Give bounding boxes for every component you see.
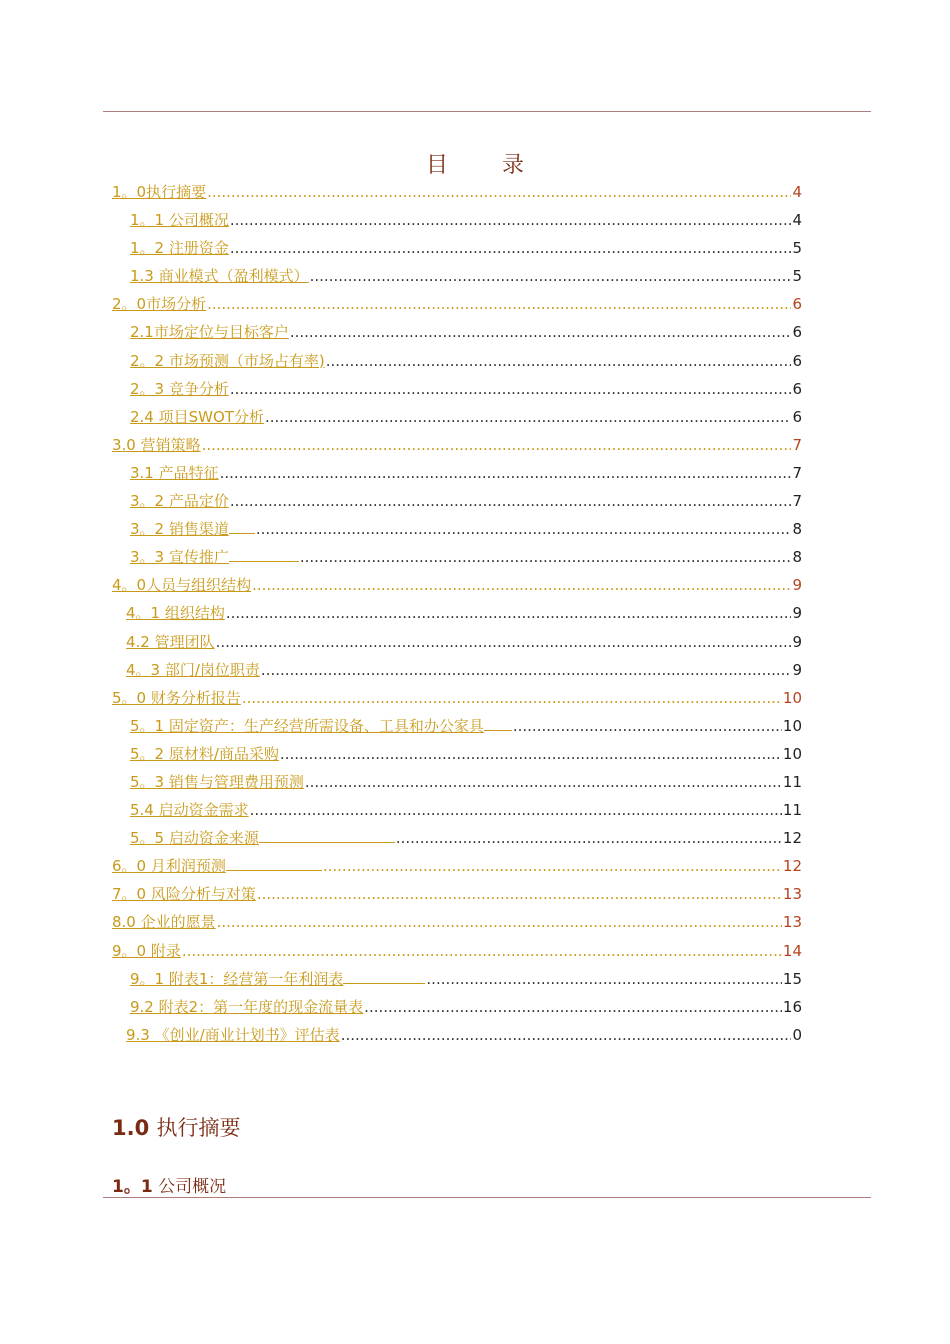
toc-entry[interactable] <box>112 824 802 852</box>
toc-entry-page: 6 <box>792 323 802 342</box>
toc-dot-leader <box>250 796 782 824</box>
toc-entry-underline-tail <box>226 853 322 871</box>
toc-entry-page: 12 <box>782 857 802 876</box>
toc-entry[interactable] <box>112 431 802 459</box>
toc-dot-leader <box>252 571 791 599</box>
toc-entry[interactable] <box>112 262 802 290</box>
toc-entry[interactable] <box>112 347 802 375</box>
section-heading-number: 1.0 <box>112 1116 150 1140</box>
toc-entry-underline-tail <box>343 966 425 984</box>
toc-dot-leader <box>256 515 792 543</box>
toc-entry-page: 10 <box>782 716 802 735</box>
toc-entry[interactable] <box>112 459 802 487</box>
table-of-contents <box>112 178 802 1049</box>
toc-entry-page: 9 <box>792 632 802 651</box>
toc-entry[interactable] <box>112 908 802 936</box>
toc-entry[interactable] <box>112 656 802 684</box>
toc-dot-leader <box>310 262 792 290</box>
toc-entry[interactable] <box>112 880 802 908</box>
toc-entry-label[interactable]: 5。0 财务分析报告 <box>112 688 241 707</box>
toc-entry-page: 16 <box>782 997 802 1016</box>
toc-dot-leader <box>220 459 792 487</box>
toc-entry-page: 13 <box>782 885 802 904</box>
toc-entry[interactable] <box>112 993 802 1021</box>
toc-entry-label[interactable]: 1.3 商业模式（盈利模式） <box>130 267 309 286</box>
toc-dot-leader <box>513 712 782 740</box>
toc-entry-page: 11 <box>782 801 802 820</box>
toc-entry[interactable] <box>112 965 802 993</box>
toc-entry-page: 0 <box>792 1025 802 1044</box>
toc-entry-label[interactable]: 2.4 项目SWOT分析 <box>130 407 264 426</box>
toc-dot-leader <box>305 768 782 796</box>
toc-entry-page: 14 <box>782 941 802 960</box>
header-rule <box>103 111 871 112</box>
toc-entry[interactable] <box>112 571 802 599</box>
toc-entry-page: 6 <box>792 295 802 314</box>
toc-entry[interactable] <box>112 290 802 318</box>
toc-dot-leader <box>364 993 782 1021</box>
toc-dot-leader <box>341 1021 792 1049</box>
toc-entry-label[interactable]: 3。2 销售渠道 <box>130 520 229 539</box>
toc-dot-leader <box>326 347 792 375</box>
toc-entry[interactable] <box>112 206 802 234</box>
toc-entry-label[interactable]: 3.0 营销策略 <box>112 435 201 454</box>
toc-entry-label[interactable]: 9.3 《创业/商业计划书》评估表 <box>126 1025 340 1044</box>
toc-entry-label[interactable]: 7。0 风险分析与对策 <box>112 885 256 904</box>
toc-entry-page: 15 <box>782 969 802 988</box>
toc-entry-label[interactable]: 2。2 市场预测（市场占有率) <box>130 351 325 370</box>
toc-entry[interactable] <box>112 684 802 712</box>
toc-entry-label[interactable]: 9。1 附表1：经营第一年利润表 <box>130 969 344 988</box>
toc-entry-page: 7 <box>792 435 802 454</box>
toc-entry-page: 12 <box>782 829 802 848</box>
toc-dot-leader <box>207 290 791 318</box>
toc-dot-leader <box>300 543 792 571</box>
toc-dot-leader <box>230 375 792 403</box>
toc-dot-leader <box>202 431 792 459</box>
toc-title-char-1: 目 <box>425 153 448 178</box>
toc-entry-label[interactable]: 6。0 月利润预测 <box>112 857 226 876</box>
toc-entry[interactable] <box>112 768 802 796</box>
toc-entry-page: 9 <box>792 604 802 623</box>
toc-dot-leader <box>280 740 782 768</box>
toc-entry[interactable] <box>112 543 802 571</box>
toc-entry-page: 4 <box>792 211 802 230</box>
toc-entry-label[interactable]: 1。0执行摘要 <box>112 183 207 201</box>
subsection-heading-text: 公司概况 <box>158 1177 227 1197</box>
toc-entry-label[interactable]: 9。0 附录 <box>112 941 181 960</box>
toc-entry[interactable] <box>112 234 802 262</box>
toc-entry[interactable] <box>112 937 802 965</box>
toc-dot-leader <box>396 824 782 852</box>
toc-dot-leader <box>323 852 782 880</box>
toc-entry-label[interactable]: 1。1 公司概况 <box>130 211 229 230</box>
toc-entry-page: 10 <box>782 744 802 763</box>
toc-entry[interactable] <box>112 318 802 346</box>
toc-entry[interactable] <box>112 712 802 740</box>
toc-entry[interactable] <box>112 375 802 403</box>
toc-entry-label[interactable]: 5。5 启动资金来源 <box>130 829 259 848</box>
toc-entry-page: 6 <box>792 379 802 398</box>
toc-entry[interactable] <box>112 1021 802 1049</box>
toc-dot-leader <box>257 880 782 908</box>
toc-entry-page: 9 <box>792 576 802 595</box>
toc-entry-label[interactable]: 4。3 部门/岗位职责 <box>126 660 260 679</box>
toc-entry-page: 5 <box>792 239 802 258</box>
toc-dot-leader <box>426 965 782 993</box>
toc-entry-page: 6 <box>792 407 802 426</box>
toc-dot-leader <box>230 234 792 262</box>
toc-entry-label[interactable]: 2.1市场定位与目标客户 <box>130 323 289 342</box>
toc-entry-label[interactable]: 3.1 产品特征 <box>130 463 219 482</box>
toc-title <box>0 148 950 179</box>
toc-dot-leader <box>207 178 791 206</box>
toc-entry[interactable] <box>112 852 802 880</box>
toc-entry[interactable] <box>112 178 802 206</box>
toc-entry-label[interactable]: 8.0 企业的愿景 <box>112 913 216 932</box>
toc-dot-leader <box>230 206 792 234</box>
toc-entry-page: 4 <box>792 183 802 201</box>
toc-entry[interactable] <box>112 628 802 656</box>
toc-dot-leader <box>182 937 782 965</box>
toc-entry-label[interactable]: 4。1 组织结构 <box>126 604 225 623</box>
toc-entry-label[interactable]: 4.2 管理团队 <box>126 632 215 651</box>
toc-entry-label[interactable]: 5.4 启动资金需求 <box>130 801 249 820</box>
toc-dot-leader <box>290 318 792 346</box>
toc-entry-underline-tail <box>484 713 512 731</box>
toc-entry[interactable] <box>112 599 802 627</box>
toc-dot-leader <box>265 403 792 431</box>
toc-entry[interactable] <box>112 515 802 543</box>
toc-entry-page: 10 <box>782 688 802 707</box>
toc-entry-page: 8 <box>792 520 802 539</box>
toc-entry-underline-tail <box>259 825 395 843</box>
toc-entry-page: 11 <box>782 772 802 791</box>
toc-dot-leader <box>217 908 782 936</box>
toc-entry-underline-tail <box>229 516 255 534</box>
toc-entry-label[interactable]: 3。2 产品定价 <box>130 492 229 511</box>
toc-entry-page: 6 <box>792 351 802 370</box>
section-heading-text: 执行摘要 <box>156 1116 241 1140</box>
toc-entry-label[interactable]: 2。0市场分析 <box>112 295 207 314</box>
toc-entry-label[interactable]: 9.2 附表2：第一年度的现金流量表 <box>130 997 364 1016</box>
subsection-heading-number: 1。1 <box>112 1177 153 1197</box>
toc-entry-page: 13 <box>782 913 802 932</box>
toc-entry-label[interactable]: 5。1 固定资产：生产经营所需设备、工具和办公家具 <box>130 716 484 735</box>
toc-dot-leader <box>226 599 792 627</box>
toc-dot-leader <box>261 656 792 684</box>
toc-entry-label[interactable]: 1。2 注册资金 <box>130 239 229 258</box>
toc-entry[interactable] <box>112 740 802 768</box>
section-heading-1 <box>112 1112 241 1142</box>
toc-dot-leader <box>216 628 792 656</box>
subsection-heading <box>112 1172 226 1197</box>
toc-entry[interactable] <box>112 403 802 431</box>
toc-entry-page: 7 <box>792 463 802 482</box>
toc-entry-underline-tail <box>229 544 299 562</box>
toc-entry-label[interactable]: 5。3 销售与管理费用预测 <box>130 772 304 791</box>
toc-entry-page: 9 <box>792 660 802 679</box>
toc-entry-label[interactable]: 2。3 竞争分析 <box>130 379 229 398</box>
toc-entry[interactable] <box>112 487 802 515</box>
toc-entry-label[interactable]: 4。0人员与组织结构 <box>112 576 252 595</box>
toc-entry-label[interactable]: 5。2 原材料/商品采购 <box>130 744 279 763</box>
toc-title-char-2: 录 <box>502 153 525 178</box>
toc-dot-leader <box>242 684 782 712</box>
toc-entry-page: 7 <box>792 492 802 511</box>
toc-entry-page: 8 <box>792 548 802 567</box>
toc-entry-page: 5 <box>792 267 802 286</box>
toc-entry-label[interactable]: 3。3 宣传推广 <box>130 548 229 567</box>
toc-dot-leader <box>230 487 792 515</box>
toc-entry[interactable] <box>112 796 802 824</box>
footer-rule <box>103 1197 871 1198</box>
